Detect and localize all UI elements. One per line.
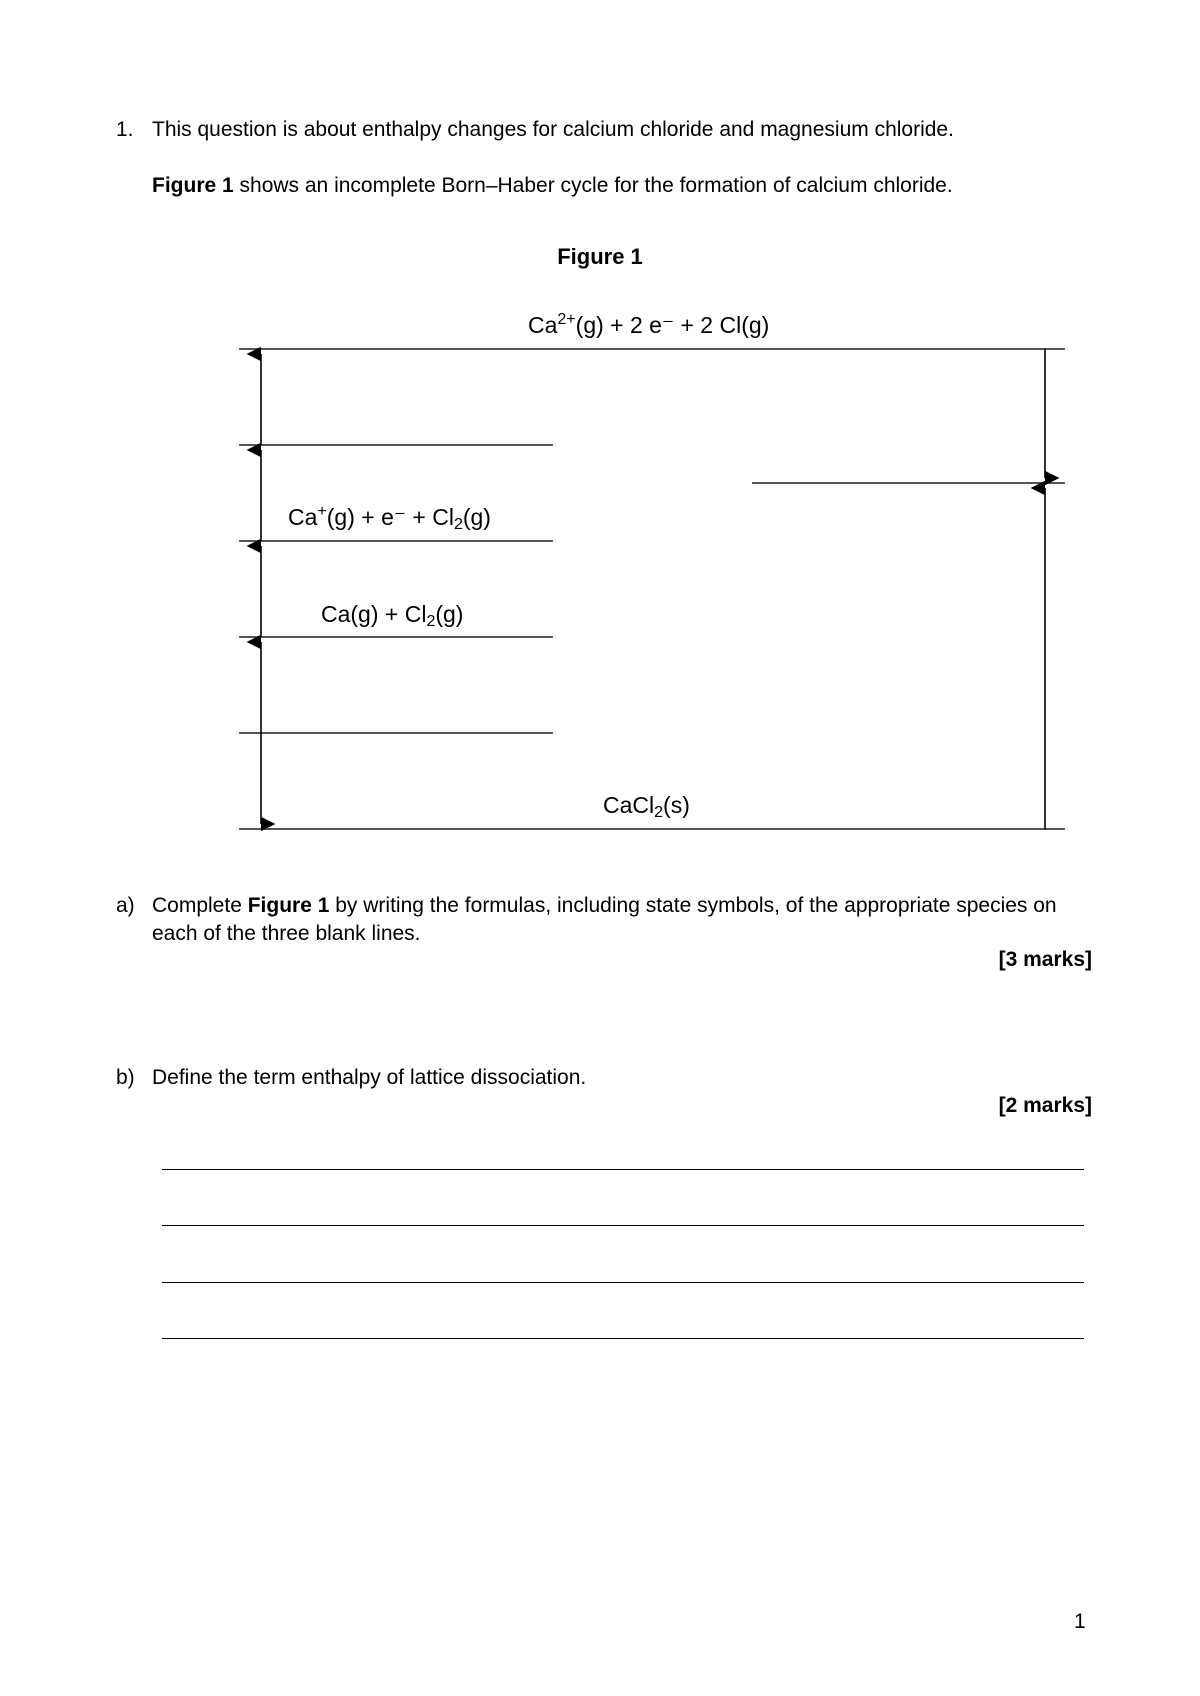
answer-line-1[interactable]	[162, 1169, 1084, 1170]
part-b-text: Define the term enthalpy of lattice dissociation.	[152, 1066, 587, 1089]
figure-intro-text: shows an incomplete Born–Haber cycle for the formation of calcium chloride.	[233, 174, 953, 197]
part-a-text: Complete Figure 1 by writing the formulas, including state symbols, of the appropriate species on each of the three blank lines.	[152, 894, 1057, 945]
part-b-marks: [2 marks]	[998, 1094, 1092, 1117]
label-ca-g-level: $Ca(g) + Cl_2(g)$	[321, 601, 464, 630]
answer-line-3[interactable]	[162, 1282, 1084, 1283]
label-top-level: $Ca^{2+}(g) + 2$ e⁻ + 2 Cl(g)	[528, 311, 770, 338]
figure-ref: Figure 1	[152, 174, 234, 197]
label-cacl2-level: CaCl$_2$(s)	[603, 792, 690, 821]
label-ca-plus-level: $Ca^+(g) + e^- + Cl_2(g)$	[288, 503, 491, 533]
answer-line-4[interactable]	[162, 1338, 1084, 1339]
question-intro: This question is about enthalpy changes for calcium chloride and magnesium chloride.	[152, 118, 954, 141]
part-b-letter: b)	[116, 1066, 135, 1089]
answer-line-2[interactable]	[162, 1225, 1084, 1226]
part-a-letter: a)	[116, 894, 135, 917]
part-a-marks: [3 marks]	[998, 948, 1092, 971]
page-number: 1	[1074, 1610, 1086, 1633]
figure-title: Figure 1	[557, 244, 643, 269]
figure-intro	[152, 172, 953, 200]
question-number: 1.	[116, 118, 134, 141]
